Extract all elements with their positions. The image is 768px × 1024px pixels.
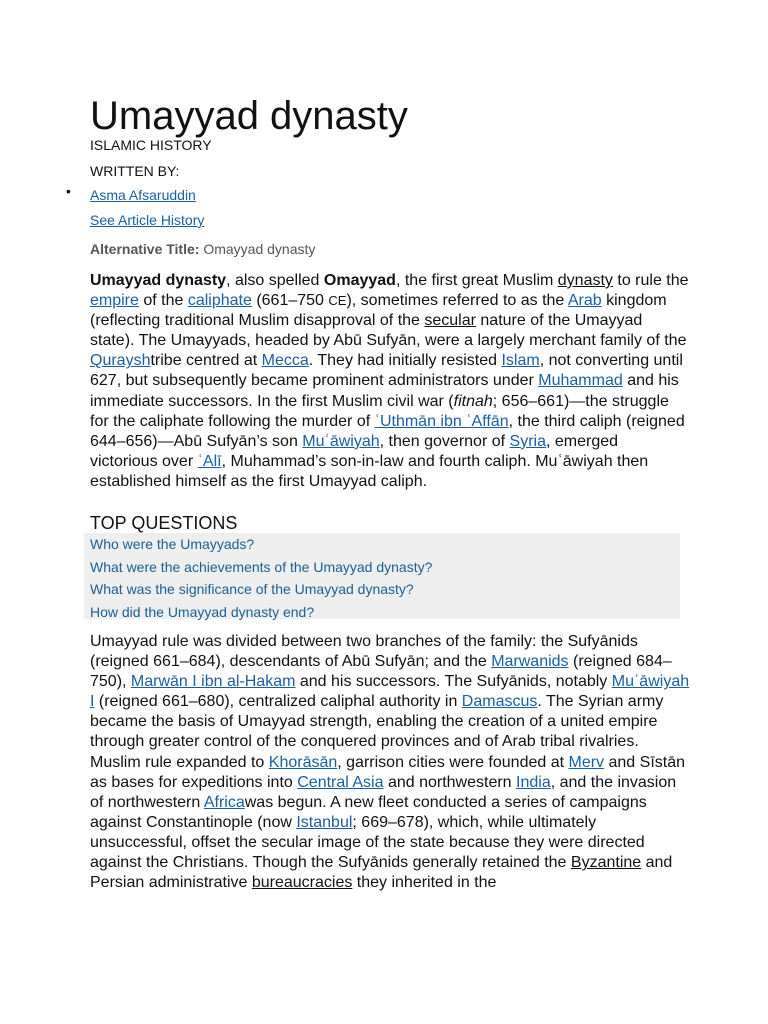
top-questions-list — [84, 533, 680, 619]
link-caliphate[interactable]: caliphate — [187, 292, 252, 310]
top-questions-heading: TOP QUESTIONS — [90, 513, 238, 533]
link-uthman[interactable]: ʿUthmān ibn ʿAffān — [374, 412, 509, 430]
author-bullet: • — [66, 183, 71, 199]
link-secular[interactable]: secular — [424, 312, 476, 330]
question-link[interactable]: Who were the Umayyads? — [90, 536, 255, 552]
link-quraysh[interactable]: Quraysh — [90, 352, 151, 370]
link-empire[interactable]: empire — [90, 292, 139, 310]
alternative-title-value: Omayyad dynasty — [203, 241, 316, 257]
text: ), sometimes referred to as the — [346, 292, 568, 310]
link-arab[interactable]: Arab — [567, 292, 602, 310]
text: nature of the Umayyad state). The Umayyads, headed by Abū Sufyān, were a largely merchant family of the — [90, 312, 687, 350]
link-muawiyah[interactable]: Muʿāwiyah — [302, 432, 380, 450]
text: , then governor of — [379, 432, 510, 450]
link-india[interactable]: India — [516, 773, 551, 791]
text: , the first great Muslim — [395, 272, 558, 289]
link-islam[interactable]: Islam — [501, 352, 540, 370]
text: . They had initially resisted — [308, 352, 502, 370]
text: and his successors. The Sufyānids, notably — [295, 673, 612, 691]
text: , Muhammad’s son-in-law and fourth caliph. Muʿāwiyah then established himself as the first Umayyad caliph. — [90, 452, 649, 490]
link-istanbul[interactable]: Istanbul — [296, 813, 353, 831]
text: . The Syrian army became the basis of Umayyad strength, enabling the creation of a united empire through greater control of the conquered provinces and of Arab tribal rivalries. Muslim rule expanded to — [90, 693, 664, 771]
link-muawiyah-i[interactable]: Muʿāwiyah I — [90, 673, 690, 711]
text: and northwestern — [383, 773, 517, 791]
question-link[interactable]: How did the Umayyad dynasty end? — [90, 604, 315, 621]
text: , not converting until 627, but subsequently became prominent administrators under — [90, 352, 683, 390]
intro-paragraph — [90, 271, 690, 492]
text: ; 669–678), which, while ultimately unsuccessful, offset the secular image of the state because they were directed against the Christians. Though the Sufyānids generally retained the — [90, 813, 645, 872]
question-link[interactable]: What were the achievements of the Umayyad dynasty? — [90, 558, 433, 575]
link-marwan[interactable]: Marwān I ibn al-Hakam — [130, 673, 296, 691]
text: , emerged victorious over — [90, 432, 619, 470]
text: Umayyad rule was divided between two branches of the family: the Sufyānids (reigned 661–684), descendants of Abū Sufyān; and the — [90, 633, 638, 671]
text: was begun. A new fleet conducted a series of campaigns against Constantinople (now — [90, 793, 647, 831]
link-syria[interactable]: Syria — [509, 432, 546, 450]
text: , also spelled — [226, 272, 324, 289]
term-umayyad-dynasty: Umayyad dynasty — [90, 272, 227, 289]
text: , the third caliph (reigned 644–656)—Abū Sufyān’s son — [90, 412, 685, 450]
link-africa[interactable]: Africa — [203, 793, 245, 811]
link-damascus[interactable]: Damascus — [461, 693, 538, 711]
text: ; 656–661)—the struggle for the caliphate following the murder of — [90, 392, 669, 430]
link-marwanids[interactable]: Marwanids — [491, 653, 569, 671]
text: of the — [138, 292, 188, 310]
link-mecca[interactable]: Mecca — [261, 352, 309, 370]
text: they inherited in the — [352, 874, 497, 892]
term-omayyad: Omayyad — [323, 272, 396, 289]
link-bureaucracies[interactable]: bureaucracies — [251, 874, 353, 892]
page-title: Umayyad dynasty — [90, 94, 408, 138]
alternative-title — [90, 240, 315, 258]
term-fitnah: fitnah — [453, 392, 493, 410]
text: (reigned 684–750), — [90, 653, 672, 691]
article-history-link[interactable]: See Article History — [90, 212, 205, 228]
text-ce: CE — [328, 293, 347, 309]
link-khorasan[interactable]: Khorāsān — [268, 753, 338, 771]
link-byzantine[interactable]: Byzantine — [570, 854, 642, 872]
text: and Persian administrative — [90, 854, 673, 892]
text: (reigned 661–680), centralized caliphal authority in — [94, 693, 462, 711]
author-link[interactable]: Asma Afsaruddin — [90, 187, 196, 203]
question-link[interactable]: What was the significance of the Umayyad dynasty? — [90, 581, 414, 598]
text: and his immediate successors. In the first Muslim civil war ( — [90, 372, 679, 410]
alternative-title-label: Alternative Title: — [90, 241, 200, 257]
link-dynasty[interactable]: dynasty — [557, 272, 613, 289]
link-muhammad[interactable]: Muhammad — [538, 372, 623, 390]
link-central-asia[interactable]: Central Asia — [297, 773, 384, 791]
text: tribe centred at — [150, 352, 262, 370]
text: (661–750 — [251, 292, 329, 310]
category-label: ISLAMIC HISTORY — [90, 137, 212, 153]
written-by-label: WRITTEN BY: — [90, 163, 180, 179]
text: , garrison cities were founded at — [337, 753, 569, 771]
text: and Sīstān as bases for expeditions into — [90, 753, 686, 791]
link-ali[interactable]: ʿAlī — [197, 452, 222, 470]
rule-paragraph — [90, 632, 690, 893]
link-merv[interactable]: Merv — [568, 753, 605, 771]
text: kingdom (reflecting traditional Muslim disapproval of the — [90, 292, 667, 330]
text: , and the invasion of northwestern — [90, 773, 677, 811]
text: to rule the — [612, 272, 689, 289]
